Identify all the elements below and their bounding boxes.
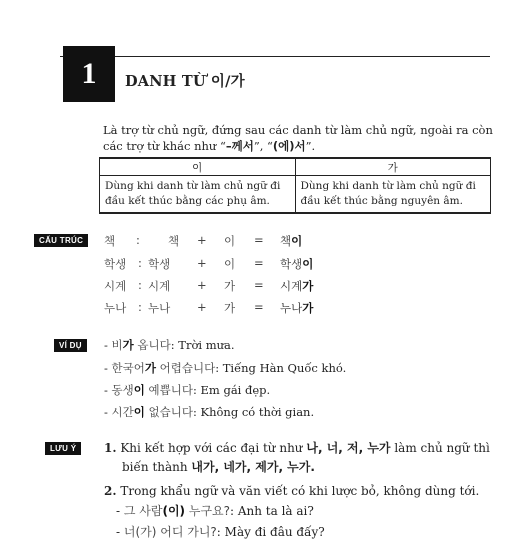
note-2-example	[116, 523, 325, 541]
example-tag: VÍ DỤ	[54, 339, 87, 352]
structure-noun: 시계	[104, 279, 127, 293]
note-text: Trong khẩu ngữ và văn viết có khi lược bỏ, không dùng tới.	[116, 484, 480, 498]
table-cell-line: đầu kết thúc bằng nguyên âm.	[300, 195, 463, 207]
structure-particle: 가	[224, 279, 236, 293]
example-dash: -	[104, 338, 112, 352]
structure-equals: =	[254, 300, 264, 314]
structure-result-particle: 이	[302, 257, 314, 271]
example-dash: -	[116, 525, 124, 539]
structure-result	[280, 278, 313, 294]
example-korean-word: 한국어	[111, 361, 145, 375]
example-korean	[124, 504, 230, 518]
note-text: biến thành	[122, 460, 192, 474]
example-korean-word: 비	[111, 338, 123, 352]
intro-text: ”, “	[253, 139, 273, 153]
structure-colon: :	[138, 256, 142, 270]
example-particle: (이)	[162, 504, 186, 518]
structure-equals: =	[254, 278, 264, 292]
example-particle: 이	[133, 405, 145, 419]
structure-noun: 책	[104, 234, 116, 248]
structure-equals: =	[254, 233, 264, 247]
example-korean-word: 시간	[111, 405, 134, 419]
example-korean	[112, 338, 171, 352]
note-2	[104, 482, 479, 500]
note-number: 2.	[104, 484, 117, 498]
example-item	[104, 337, 235, 353]
lesson-title-korean: 이/가	[210, 74, 245, 90]
note-2-example	[116, 502, 314, 520]
intro-text: ”.	[305, 139, 316, 153]
structure-particle: 이	[224, 257, 236, 271]
example-dash: -	[104, 361, 112, 375]
example-item	[104, 382, 270, 398]
example-korean-word: 너(가) 어디 가니?	[123, 525, 217, 539]
example-particle: 가	[122, 338, 134, 352]
example-particle: 이	[133, 383, 145, 397]
structure-plus: +	[197, 300, 207, 314]
table-cell-line: đầu kết thúc bằng các phụ âm.	[105, 195, 270, 207]
structure-plus: +	[197, 233, 207, 247]
table-cell	[295, 176, 491, 214]
note-forms: 내가, 네가, 제가, 누가.	[191, 460, 315, 474]
intro-line-1: Là trợ từ chủ ngữ, đứng sau các danh từ làm chủ ngữ, ngoài ra còn	[103, 123, 493, 137]
structure-plus: +	[197, 278, 207, 292]
lesson-number-box	[63, 46, 115, 102]
note-number: 1.	[104, 441, 117, 455]
intro-text: các trợ từ khác như “	[103, 139, 226, 153]
example-translation: : Anh ta là ai?	[230, 504, 314, 518]
structure-result	[280, 233, 302, 249]
example-korean-verb: 누구요?	[185, 504, 230, 518]
table-cell-line: Dùng khi danh từ làm chủ ngữ đi	[300, 180, 476, 192]
intro-line-2	[103, 138, 493, 154]
example-korean	[112, 361, 216, 375]
example-korean-verb: 예쁩니다	[144, 383, 193, 397]
lesson-number: 1	[81, 57, 97, 90]
example-korean-verb: 옵니다	[133, 338, 171, 352]
table-row	[100, 176, 491, 214]
example-translation: : Mày đi đâu đấy?	[216, 525, 325, 539]
structure-stem: 책	[168, 234, 180, 248]
lesson-title	[125, 70, 245, 91]
example-korean	[112, 405, 193, 419]
example-korean-verb: 없습니다	[144, 405, 193, 419]
lesson-title-text: DANH TỪ	[125, 73, 211, 90]
example-korean-verb: 어렵습니다	[155, 361, 216, 375]
structure-noun: 학생	[104, 257, 127, 271]
example-particle: 가	[144, 361, 156, 375]
table-header-row	[100, 158, 491, 176]
structure-particle: 가	[224, 301, 236, 315]
table-cell	[100, 176, 296, 214]
structure-result-stem: 누나	[280, 301, 303, 315]
table-cell-line: Dùng khi danh từ làm chủ ngữ đi	[105, 180, 281, 192]
example-item	[104, 404, 314, 420]
example-dash: -	[104, 405, 112, 419]
structure-result-stem: 시계	[280, 279, 303, 293]
note-text: làm chủ ngữ thì	[390, 441, 490, 455]
structure-result	[280, 300, 313, 316]
structure-tag: CẤU TRÚC	[34, 234, 88, 247]
example-korean	[124, 525, 217, 539]
structure-result-stem: 학생	[280, 257, 303, 271]
example-korean-word: 동생	[111, 383, 134, 397]
structure-stem: 학생	[148, 257, 171, 271]
comparison-table	[99, 157, 491, 214]
structure-equals: =	[254, 256, 264, 270]
structure-stem: 누나	[148, 301, 171, 315]
note-text: Khi kết hợp với các đại từ như	[116, 441, 307, 455]
intro-keyword: –께서	[225, 139, 254, 153]
note-tag: LƯU Ý	[45, 442, 81, 455]
structure-result-particle: 가	[302, 279, 314, 293]
structure-stem: 시계	[148, 279, 171, 293]
structure-plus: +	[197, 256, 207, 270]
example-translation: : Tiếng Hàn Quốc khó.	[215, 361, 347, 375]
note-1-line-2	[122, 458, 315, 476]
structure-colon: :	[136, 233, 140, 247]
structure-colon: :	[138, 300, 142, 314]
structure-result-particle: 가	[302, 301, 314, 315]
example-translation: : Trời mưa.	[170, 338, 235, 352]
structure-result-stem: 책	[280, 234, 292, 248]
structure-colon: :	[138, 278, 142, 292]
note-1-line-1	[104, 439, 490, 457]
header-rule	[60, 56, 490, 57]
example-dash: -	[116, 504, 124, 518]
example-item	[104, 360, 346, 376]
example-korean	[112, 383, 193, 397]
structure-particle: 이	[224, 234, 236, 248]
intro-keyword: (에)서	[272, 139, 306, 153]
structure-result-particle: 이	[291, 234, 303, 248]
example-dash: -	[104, 383, 112, 397]
example-korean-word: 그 사람	[123, 504, 163, 518]
intro-paragraph	[103, 122, 493, 154]
table-header-cell: 이	[100, 158, 296, 176]
structure-noun: 누나	[104, 301, 127, 315]
example-translation: : Không có thời gian.	[192, 405, 315, 419]
note-pronouns: 나, 너, 저, 누가	[306, 441, 391, 455]
structure-result	[280, 256, 313, 272]
example-translation: : Em gái đẹp.	[192, 383, 271, 397]
table-header-cell: 가	[295, 158, 491, 176]
